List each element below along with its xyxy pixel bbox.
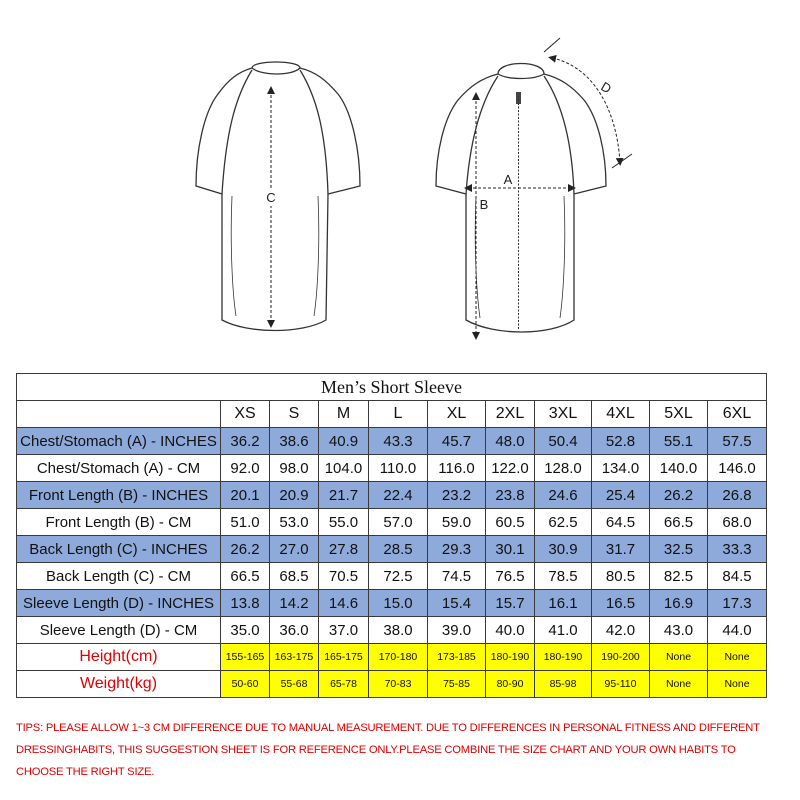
row-label: Height(cm) <box>17 644 221 671</box>
row-label: Front Length (B) - INCHES <box>17 482 221 509</box>
size-header: 4XL <box>592 401 650 428</box>
size-header: 3XL <box>535 401 592 428</box>
table-cell: 40.9 <box>319 428 369 455</box>
table-cell: 25.4 <box>592 482 650 509</box>
table-cell: 55.0 <box>319 509 369 536</box>
table-cell: 76.5 <box>486 563 535 590</box>
table-cell: 17.3 <box>708 590 767 617</box>
table-cell: 180-190 <box>535 644 592 671</box>
table-cell: 190-200 <box>592 644 650 671</box>
table-cell: 155-165 <box>221 644 270 671</box>
table-cell: 15.0 <box>369 590 428 617</box>
row-label: Weight(kg) <box>17 671 221 698</box>
table-cell: 24.6 <box>535 482 592 509</box>
table-cell: 122.0 <box>486 455 535 482</box>
row-label: Chest/Stomach (A) - CM <box>17 455 221 482</box>
row-label: Front Length (B) - CM <box>17 509 221 536</box>
table-cell: 43.3 <box>369 428 428 455</box>
table-cell: 70-83 <box>369 671 428 698</box>
table-cell: 26.2 <box>650 482 708 509</box>
table-cell: 62.5 <box>535 509 592 536</box>
table-cell: 52.8 <box>592 428 650 455</box>
table-cell: 66.5 <box>650 509 708 536</box>
table-cell: 36.2 <box>221 428 270 455</box>
table-row <box>17 428 767 455</box>
front-collar <box>498 64 544 75</box>
table-cell: 27.8 <box>319 536 369 563</box>
header-empty-cell <box>17 401 221 428</box>
table-cell: 68.0 <box>708 509 767 536</box>
tips-line-1: TIPS: PLEASE ALLOW 1~3 CM DIFFERENCE DUE TO MANUAL MEASUREMENT. DUE TO DIFFERENCES IN PERSONAL FITNESS AND DIFFERENT <box>16 722 760 734</box>
table-cell: 38.6 <box>270 428 319 455</box>
table-cell: 57.0 <box>369 509 428 536</box>
table-cell: 14.6 <box>319 590 369 617</box>
table-cell: None <box>650 644 708 671</box>
row-label: Sleeve Length (D) - CM <box>17 617 221 644</box>
row-label: Sleeve Length (D) - INCHES <box>17 590 221 617</box>
size-header: XS <box>221 401 270 428</box>
table-cell: 85-98 <box>535 671 592 698</box>
table-cell: 14.2 <box>270 590 319 617</box>
table-cell: 43.0 <box>650 617 708 644</box>
table-cell: 13.8 <box>221 590 270 617</box>
table-cell: 21.7 <box>319 482 369 509</box>
table-cell: None <box>708 644 767 671</box>
table-cell: 65-78 <box>319 671 369 698</box>
jersey-measurement-diagram <box>0 0 800 370</box>
table-cell: 29.3 <box>428 536 486 563</box>
table-cell: 35.0 <box>221 617 270 644</box>
table-cell: 75-85 <box>428 671 486 698</box>
size-header: L <box>369 401 428 428</box>
table-cell: 165-175 <box>319 644 369 671</box>
table-cell: 23.8 <box>486 482 535 509</box>
table-cell: 44.0 <box>708 617 767 644</box>
table-cell: 37.0 <box>319 617 369 644</box>
table-cell: 66.5 <box>221 563 270 590</box>
table-cell: 95-110 <box>592 671 650 698</box>
table-cell: 104.0 <box>319 455 369 482</box>
row-label: Back Length (C) - INCHES <box>17 536 221 563</box>
table-cell: 59.0 <box>428 509 486 536</box>
table-cell: 30.1 <box>486 536 535 563</box>
table-cell: 33.3 <box>708 536 767 563</box>
table-cell: 80-90 <box>486 671 535 698</box>
table-cell: 26.2 <box>221 536 270 563</box>
table-cell: 30.9 <box>535 536 592 563</box>
table-row <box>17 617 767 644</box>
jersey-front-view <box>436 64 606 333</box>
table-cell: 140.0 <box>650 455 708 482</box>
table-cell: 50-60 <box>221 671 270 698</box>
back-collar <box>252 62 300 68</box>
table-cell: 28.5 <box>369 536 428 563</box>
table-cell: 146.0 <box>708 455 767 482</box>
table-cell: 134.0 <box>592 455 650 482</box>
table-cell: 74.5 <box>428 563 486 590</box>
table-cell: 27.0 <box>270 536 319 563</box>
table-cell: 82.5 <box>650 563 708 590</box>
table-cell: 170-180 <box>369 644 428 671</box>
dimension-label-b: B <box>479 197 489 212</box>
table-cell: 55.1 <box>650 428 708 455</box>
table-cell: 180-190 <box>486 644 535 671</box>
size-header: 2XL <box>486 401 535 428</box>
table-cell: 26.8 <box>708 482 767 509</box>
table-cell: 23.2 <box>428 482 486 509</box>
table-cell: 173-185 <box>428 644 486 671</box>
table-cell: 16.9 <box>650 590 708 617</box>
table-cell: 15.4 <box>428 590 486 617</box>
row-label: Back Length (C) - CM <box>17 563 221 590</box>
table-cell: 16.5 <box>592 590 650 617</box>
table-row <box>17 509 767 536</box>
table-cell: 64.5 <box>592 509 650 536</box>
table-cell: 42.0 <box>592 617 650 644</box>
table-cell: 45.7 <box>428 428 486 455</box>
table-row <box>17 590 767 617</box>
table-cell: 20.1 <box>221 482 270 509</box>
tips-line-3: CHOOSE THE RIGHT SIZE. <box>16 766 155 778</box>
table-cell: 68.5 <box>270 563 319 590</box>
table-cell: 92.0 <box>221 455 270 482</box>
size-header: M <box>319 401 369 428</box>
table-cell: 70.5 <box>319 563 369 590</box>
table-row <box>17 482 767 509</box>
size-header: XL <box>428 401 486 428</box>
table-cell: 80.5 <box>592 563 650 590</box>
size-header-row <box>17 401 767 428</box>
table-cell: 53.0 <box>270 509 319 536</box>
size-header: 5XL <box>650 401 708 428</box>
tips-line-2: DRESSINGHABITS, THIS SUGGESTION SHEET IS FOR REFERENCE ONLY.PLEASE COMBINE THE SIZE CHART AND YOUR OWN HABITS TO <box>16 744 736 756</box>
table-cell: 128.0 <box>535 455 592 482</box>
size-header: S <box>270 401 319 428</box>
table-cell: 84.5 <box>708 563 767 590</box>
table-cell: 32.5 <box>650 536 708 563</box>
size-chart-table <box>16 373 767 698</box>
table-cell: 40.0 <box>486 617 535 644</box>
table-cell: 20.9 <box>270 482 319 509</box>
table-cell: 41.0 <box>535 617 592 644</box>
table-cell: 38.0 <box>369 617 428 644</box>
table-row <box>17 563 767 590</box>
table-cell: 36.0 <box>270 617 319 644</box>
table-cell: 78.5 <box>535 563 592 590</box>
table-cell: 48.0 <box>486 428 535 455</box>
table-cell: 51.0 <box>221 509 270 536</box>
table-cell: None <box>650 671 708 698</box>
table-cell: None <box>708 671 767 698</box>
table-cell: 22.4 <box>369 482 428 509</box>
table-cell: 72.5 <box>369 563 428 590</box>
table-row <box>17 644 767 671</box>
row-label: Chest/Stomach (A) - INCHES <box>17 428 221 455</box>
table-cell: 110.0 <box>369 455 428 482</box>
table-cell: 16.1 <box>535 590 592 617</box>
table-row <box>17 671 767 698</box>
table-row <box>17 536 767 563</box>
table-cell: 57.5 <box>708 428 767 455</box>
front-body-outline <box>436 74 606 332</box>
table-cell: 98.0 <box>270 455 319 482</box>
size-header: 6XL <box>708 401 767 428</box>
dimension-label-a: A <box>503 172 513 187</box>
table-cell: 55-68 <box>270 671 319 698</box>
table-cell: 50.4 <box>535 428 592 455</box>
table-cell: 39.0 <box>428 617 486 644</box>
table-cell: 15.7 <box>486 590 535 617</box>
tips-note <box>16 717 786 783</box>
table-cell: 116.0 <box>428 455 486 482</box>
table-cell: 60.5 <box>486 509 535 536</box>
dimension-label-d: D <box>598 78 615 97</box>
table-cell: 163-175 <box>270 644 319 671</box>
table-title: Men’s Short Sleeve <box>17 374 767 401</box>
dimension-label-c: C <box>266 190 276 205</box>
table-row <box>17 455 767 482</box>
table-cell: 31.7 <box>592 536 650 563</box>
